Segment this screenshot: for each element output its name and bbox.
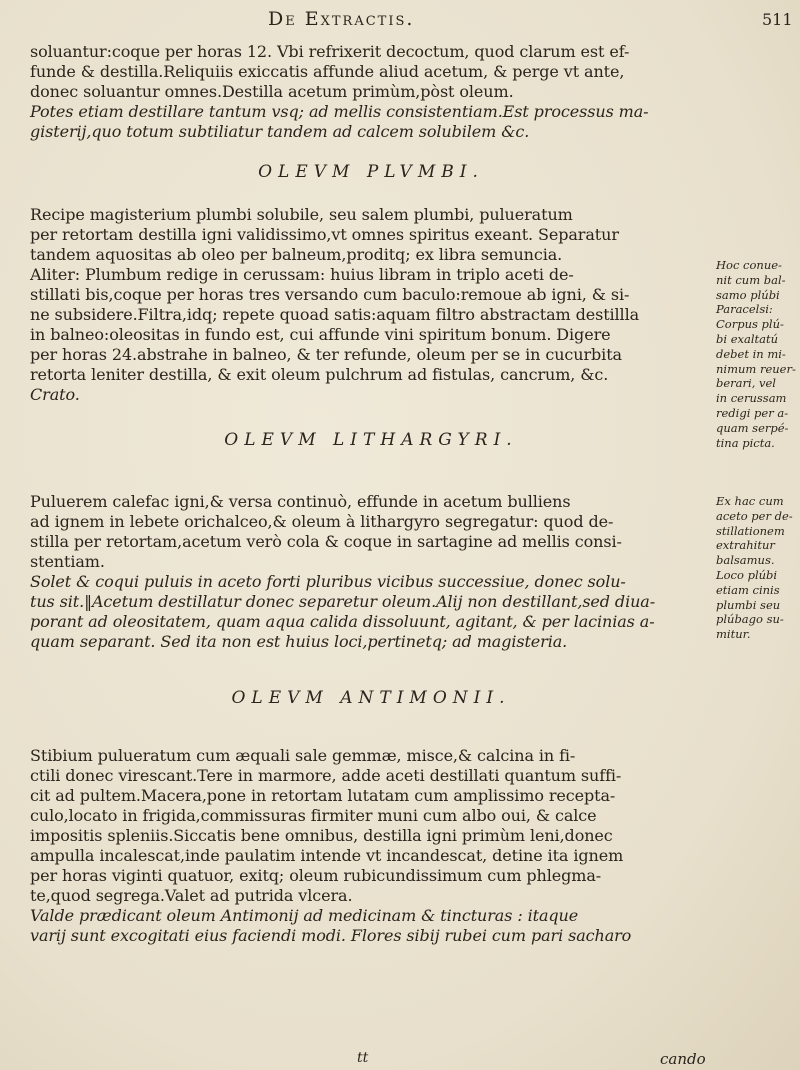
page-number: 511 — [762, 10, 793, 29]
running-title: De Extractis. — [268, 8, 415, 30]
text-line: Puluerem calefac igni,& versa continuò, effunde in acetum bulliens — [30, 492, 571, 511]
margin-line: nimum reuer- — [716, 361, 796, 376]
margin-line: Loco plúbi — [716, 567, 778, 582]
paragraph-oleum-antimonii — [30, 746, 712, 946]
text-line: funde & destilla.Reliquiis exiccatis affunde aliud acetum, & perge vt ante, — [30, 62, 625, 81]
margin-line: mitur. — [716, 627, 751, 642]
text-line: te,quod segrega.Valet ad putrida vlcera. — [30, 886, 353, 905]
text-line: ampulla incalescat,inde paulatim intende vt incandescat, detine ita ignem — [30, 846, 624, 865]
text-line: varij sunt excogitati eius faciendi modi. Flores sibij rubei cum pari sacharo — [30, 926, 632, 945]
text-line: impositis spleniis.Siccatis bene omnibus, destilla igni primùm leni,donec — [30, 826, 613, 845]
margin-line: nit cum bal- — [716, 272, 786, 287]
text-line: quam separant. Sed ita non est huius loci,pertinetq; ad magisteria. — [30, 632, 568, 651]
text-line: porant ad oleositatem, quam aqua calida dissoluunt, agitant, & per lacinias a- — [30, 612, 655, 631]
margin-line: Paracelsi: — [716, 302, 773, 317]
section-heading-oleum-plumbi: OLEVM PLVMBI. — [258, 162, 484, 182]
margin-line: stillationem — [716, 523, 785, 538]
text-line: Crato. — [30, 385, 80, 404]
text-line: culo,locato in frigida,commissuras firmiter muni cum albo oui, & calce — [30, 806, 597, 825]
text-line: Potes etiam destillare tantum vsq; ad mellis consistentiam.Est processus ma- — [30, 102, 649, 121]
text-line: retorta leniter destilla, & exit oleum pulchrum ad fistulas, cancrum, &c. — [30, 365, 609, 384]
text-line: donec soluantur omnes.Destilla acetum primùm,pòst oleum. — [30, 82, 514, 101]
marginal-note-plumbi — [716, 258, 800, 450]
margin-line: balsamus. — [716, 553, 775, 568]
margin-line: Ex hac cum — [716, 494, 784, 508]
margin-line: etiam cinis — [716, 582, 780, 597]
catchword: cando — [660, 1050, 706, 1068]
text-line: per retortam destilla igni validissimo,vt omnes spiritus exeant. Separatur — [30, 225, 619, 244]
text-line: stentiam. — [30, 552, 105, 571]
margin-line: debet in mi- — [716, 346, 786, 361]
text-line: in balneo:oleositas in fundo est, cui affunde vini spiritum bonum. Digere — [30, 325, 611, 344]
margin-line: plúbago su- — [716, 612, 784, 627]
text-line: stillati bis,coque per horas tres versando cum baculo:remoue ab igni, & si- — [30, 285, 630, 304]
signature-mark: tt — [357, 1050, 369, 1066]
margin-line: quam serpé- — [716, 420, 789, 435]
text-line: tus sit.‖Acetum destillatur donec separetur oleum.Alij non destillant,sed diua- — [30, 592, 656, 611]
text-line: Solet & coqui puluis in aceto forti pluribus vicibus successiue, donec solu- — [30, 572, 626, 591]
text-line: soluantur:coque per horas 12. Vbi refrixerit decoctum, quod clarum est ef- — [30, 42, 630, 61]
text-line: Aliter: Plumbum redige in cerussam: huius libram in triplo aceti de- — [30, 265, 574, 284]
text-line: ad ignem in lebete orichalceo,& oleum à lithargyro segregatur: quod de- — [30, 512, 614, 531]
margin-line: Hoc conue- — [716, 258, 782, 272]
margin-line: plumbi seu — [716, 597, 781, 612]
text-line: gisterij,quo totum subtiliatur tandem ad calcem solubilem &c. — [30, 122, 530, 141]
text-line: stilla per retortam,acetum verò cola & coque in sartagine ad mellis consi- — [30, 532, 622, 551]
margin-line: bi exaltatú — [716, 331, 779, 346]
text-line: Valde prædicant oleum Antimonij ad medicinam & tincturas : itaque — [30, 906, 579, 925]
marginal-note-lithargyri — [716, 494, 800, 642]
page-header — [0, 8, 800, 38]
paragraph-intro — [30, 42, 712, 142]
paragraph-oleum-lithargyri — [30, 492, 712, 652]
text-line: tandem aquositas ab oleo per balneum,proditq; ex libra semuncia. — [30, 245, 563, 264]
text-line: per horas viginti quatuor, exitq; oleum rubicundissimum cum phlegma- — [30, 866, 602, 885]
section-heading-oleum-lithargyri: OLEVM LITHARGYRI. — [224, 430, 518, 450]
margin-line: aceto per de- — [716, 508, 793, 523]
margin-line: redigi per a- — [716, 405, 789, 420]
margin-line: samo plúbi — [716, 287, 780, 302]
section-heading-oleum-antimonii: OLEVM ANTIMONII. — [231, 688, 511, 708]
margin-line: Corpus plú- — [716, 317, 784, 332]
text-line: cit ad pultem.Macera,pone in retortam lutatam cum amplissimo recepta- — [30, 786, 616, 805]
margin-line: extrahitur — [716, 538, 775, 553]
text-line: per horas 24.abstrahe in balneo, & ter refunde, oleum per se in cucurbita — [30, 345, 622, 364]
text-line: ctili donec virescant.Tere in marmore, adde aceti destillati quantum suffi- — [30, 766, 622, 785]
margin-line: berari, vel — [716, 376, 776, 391]
paragraph-oleum-plumbi — [30, 205, 712, 405]
margin-line: in cerussam — [716, 391, 787, 406]
text-line: Recipe magisterium plumbi solubile, seu salem plumbi, pulueratum — [30, 205, 573, 224]
text-line: Stibium pulueratum cum æquali sale gemmæ, misce,& calcina in fi- — [30, 746, 576, 765]
margin-line: tina picta. — [716, 435, 775, 450]
text-line: ne subsidere.Filtra,idq; repete quoad satis:aquam filtro abstractam destillla — [30, 305, 640, 324]
